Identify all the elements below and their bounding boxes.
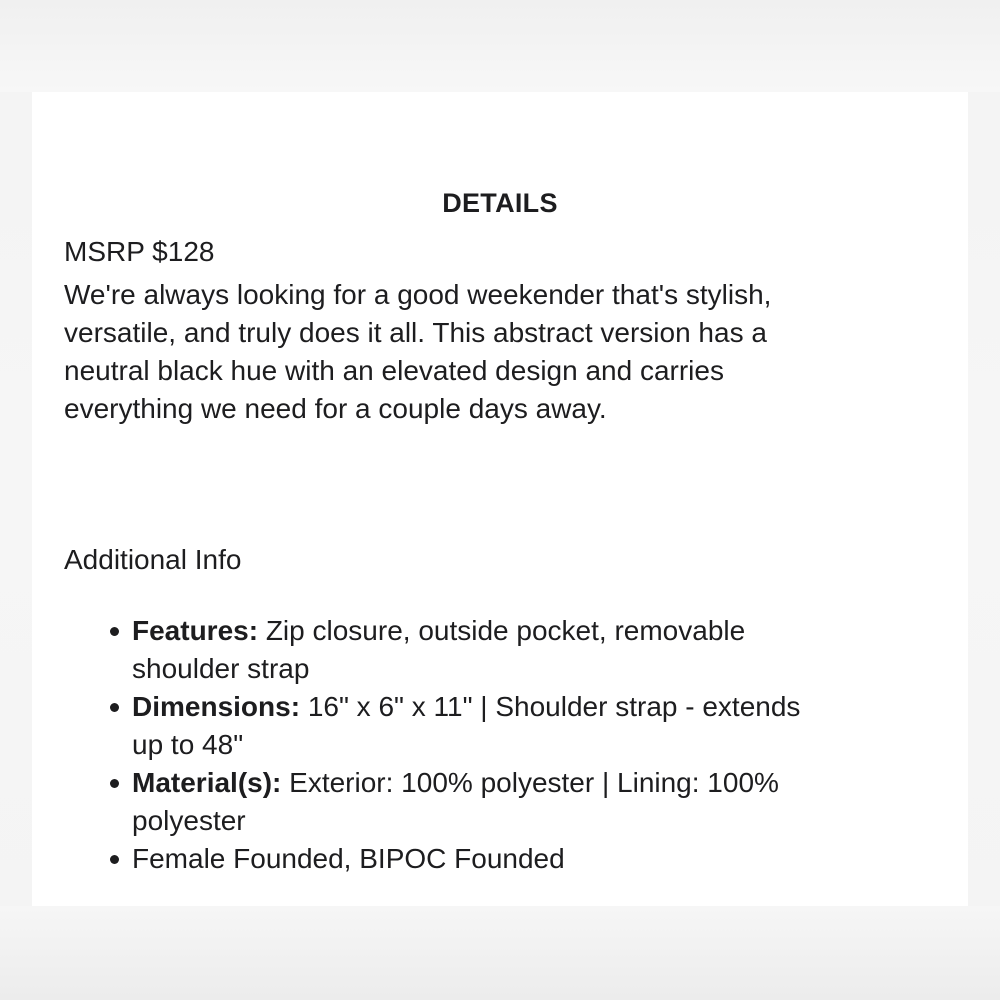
bullet-icon [110,855,119,864]
founded-text: Female Founded, BIPOC Founded [132,843,565,874]
screenshot-top-background [0,0,1000,92]
screenshot-bottom-background [0,906,1000,1000]
dimensions-line-2: up to 48" [132,729,244,760]
features-line-1 [132,612,944,650]
materials-text: Exterior: 100% polyester | Lining: 100% [289,767,779,798]
materials-line-1 [132,764,944,802]
details-title: DETAILS [442,188,558,218]
features-line-2: shoulder strap [132,653,310,684]
dimensions-label: Dimensions: [132,691,301,722]
bullet-icon [110,627,119,636]
bullet-icon [110,703,119,712]
description-line: We're always looking for a good weekender that's stylish, [64,279,772,310]
description-line: everything we need for a couple days away. [64,393,607,424]
list-item-founded [104,840,944,878]
description-line: versatile, and truly does it all. This abstract version has a [64,317,767,348]
dimensions-text: 16" x 6" x 11" | Shoulder strap - extends [307,691,801,722]
description-line: neutral black hue with an elevated design and carries [64,355,724,386]
msrp-price: MSRP $128 [64,236,215,267]
list-item-dimensions [104,688,944,764]
additional-info-list [104,612,944,878]
features-text: Zip closure, outside pocket, removable [265,615,746,646]
dimensions-line-1 [132,688,944,726]
bullet-icon [110,779,119,788]
additional-info-heading: Additional Info [64,544,242,575]
materials-line-2: polyester [132,805,246,836]
product-description [64,276,944,428]
details-card [32,92,968,906]
features-label: Features: [132,615,259,646]
list-item-features [104,612,944,688]
materials-label: Material(s): [132,767,282,798]
list-item-materials [104,764,944,840]
